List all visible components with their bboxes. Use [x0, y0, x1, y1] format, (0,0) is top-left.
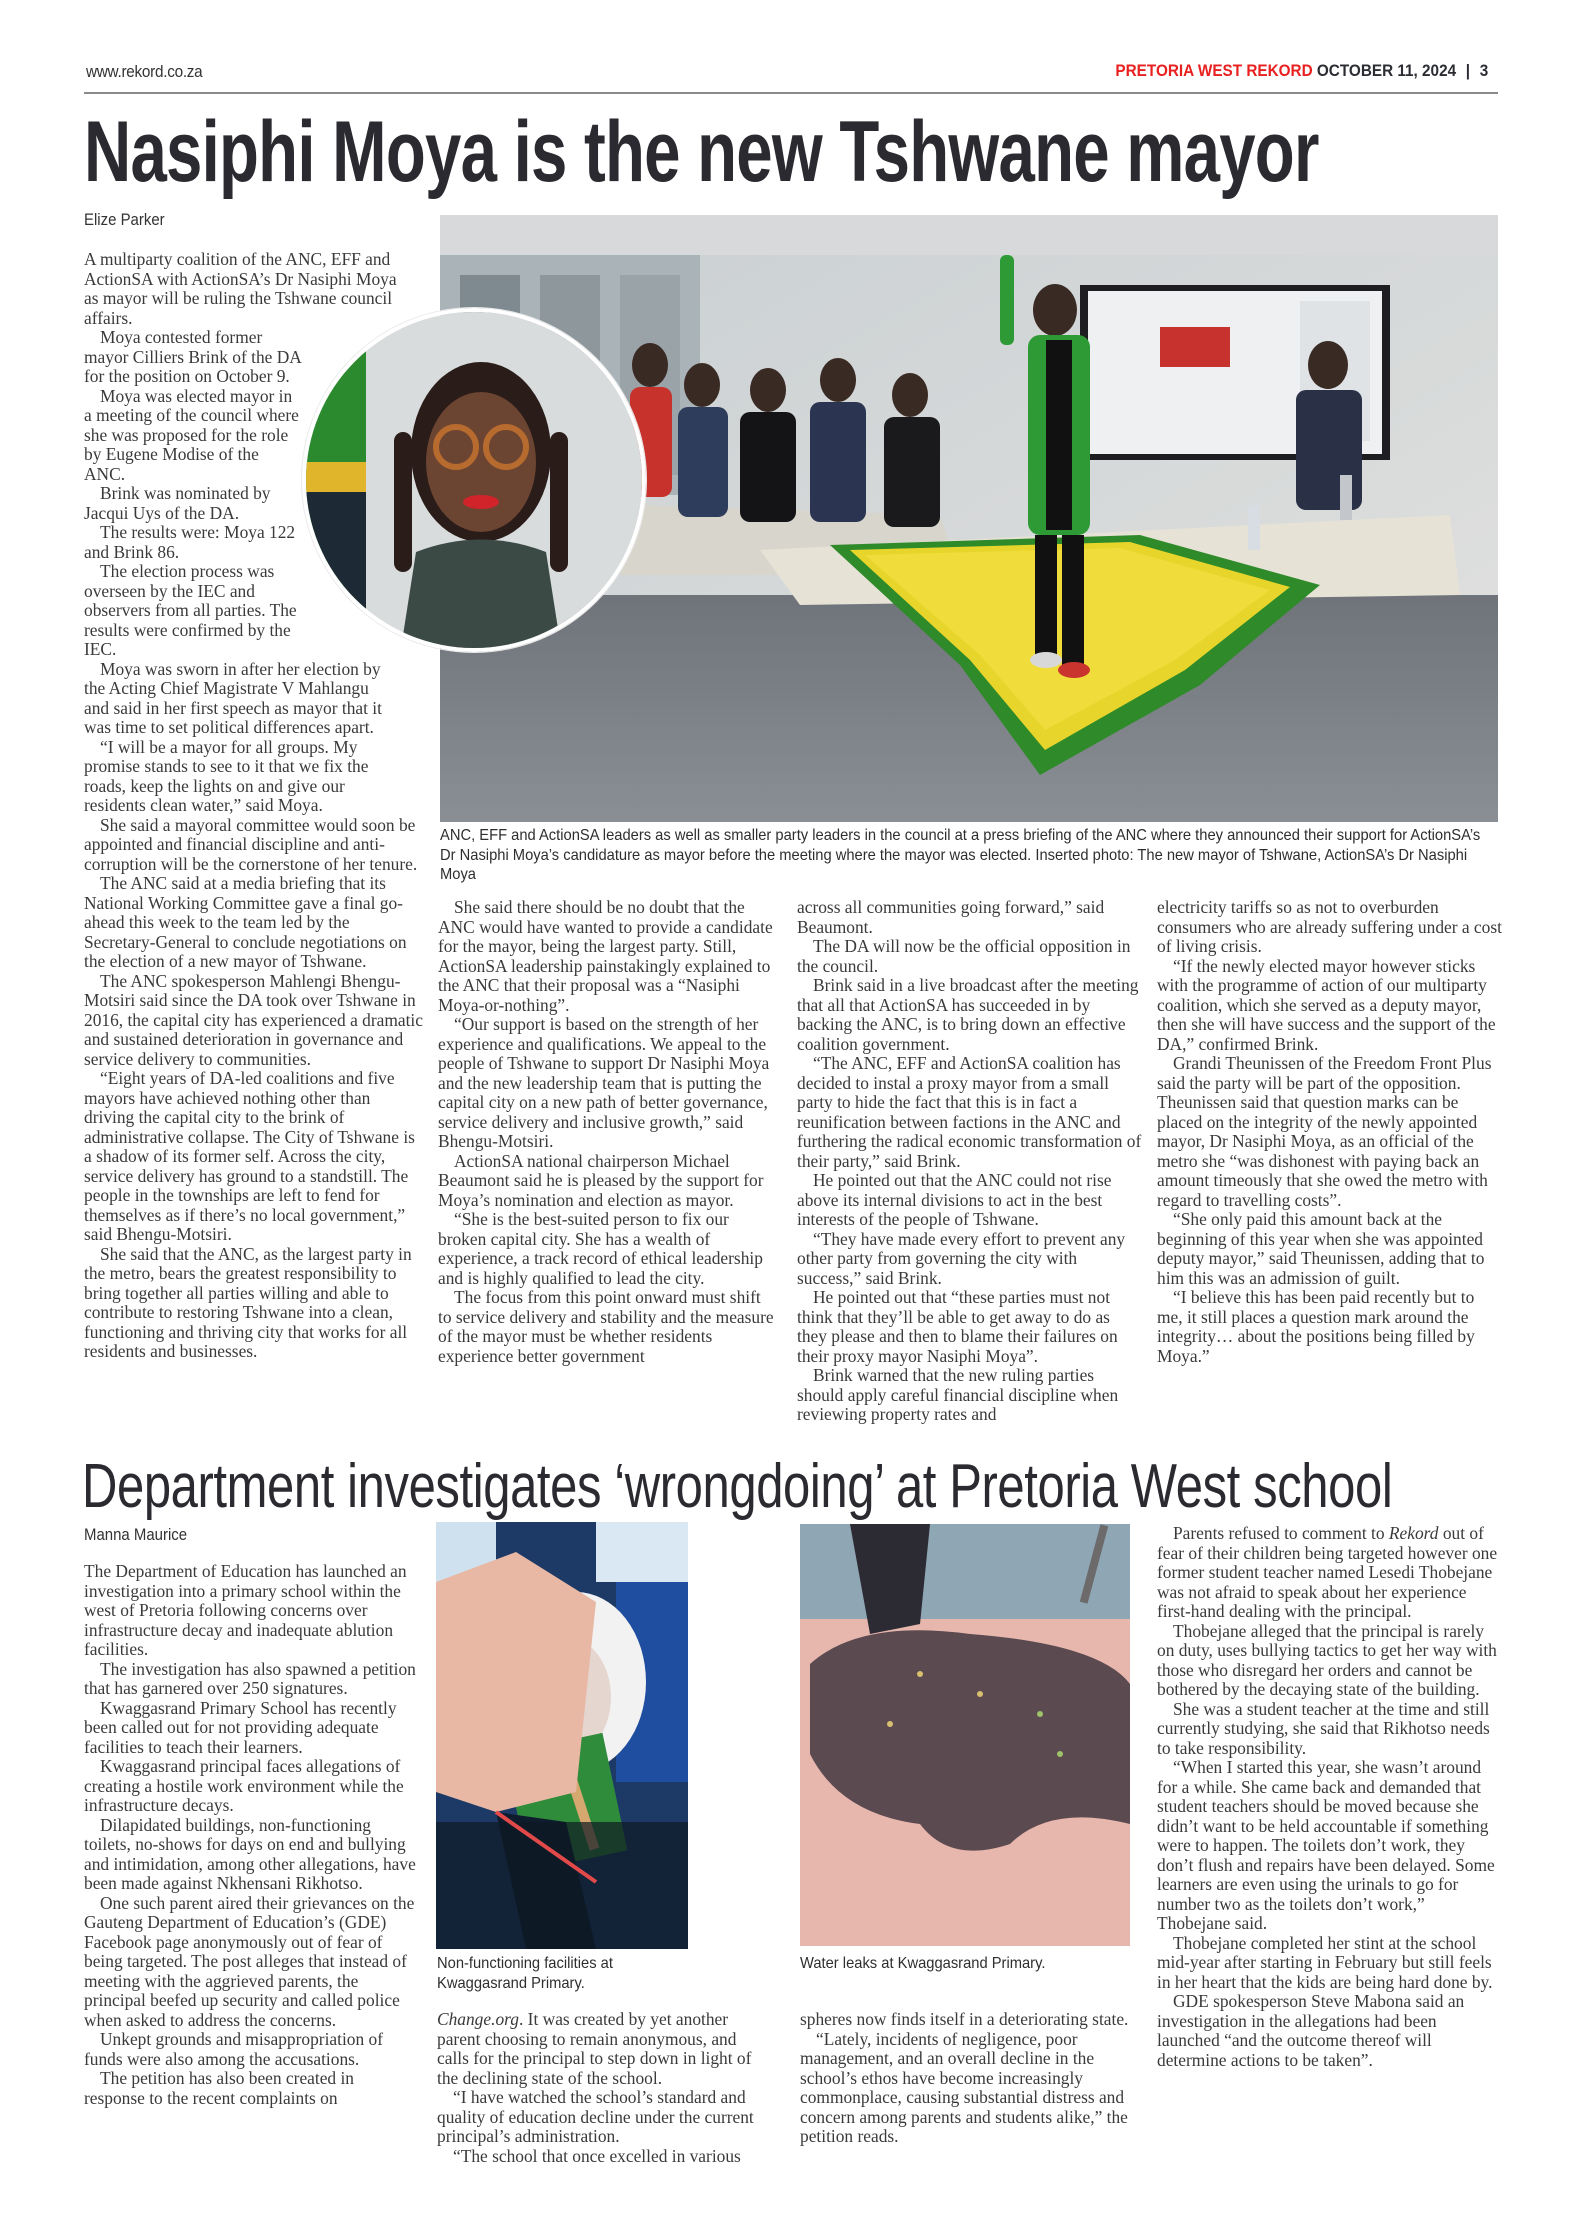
article2-byline: Manna Maurice — [84, 1525, 188, 1544]
folio-separator: | — [1465, 61, 1470, 80]
paragraph: “I will be a mayor for all groups. My promise stands to see to it that we fix the roads, keep the lights on and give our residents clean water,” said Moya. — [84, 736, 369, 815]
water-leak-photo-caption: Water leaks at Kwaggasrand Primary. — [800, 1955, 1046, 1972]
paragraph: Kwaggasrand Primary School has recently been called out for not providing adequate facilities to teach their learners. — [84, 1697, 397, 1757]
paragraph: Unkept grounds and misappropriation of funds were also among the accusations. — [84, 2029, 384, 2069]
paragraph-text: Parents refused to comment to — [1173, 1523, 1389, 1543]
paragraph: “She is the best-suited person to fix our broken capital city. She has a wealth of experience, a track record of ethical leadership and is highly qualified to lead the city. — [438, 1209, 763, 1288]
paragraph: The DA will now be the official opposition in the council. — [797, 936, 1131, 976]
water-leak-image — [800, 1524, 1130, 1946]
paragraph: “The school that once excelled in various — [453, 2145, 741, 2166]
article2-headline: Department investigates ‘wrongdoing’ at Pretoria West school — [82, 1452, 1393, 1521]
paragraph: “The ANC, EFF and ActionSA coalition has decided to instal a proxy mayor from a small party to hide the fact that this is in fact a reunification between factions in the ANC and furthering the radical economic transformation of their party,” said Brink. — [797, 1053, 1142, 1171]
page-number: 3 — [1479, 61, 1488, 80]
article1-column-1 — [84, 250, 424, 1362]
page-folio — [1115, 61, 1488, 81]
paragraph: Thobejane alleged that the principal is rarely on duty, uses bullying tactics to get her way with those who disregard her orders and cannot be bothered by the decaying state of the building. — [1157, 1620, 1497, 1699]
article2-column-1 — [84, 1562, 419, 2108]
paragraph: The results were: Moya 122 and Brink 86. — [84, 522, 296, 562]
paragraph: “Eight years of DA-led coalitions and five mayors have achieved nothing other than driving the capital city to the brink of administrative collapse. The City of Tshwane is a shadow of its former self. Across the city, service delivery has ground to a standstill. The people in the townships are left to fend for themselves as if there’s no local government,” said Bhengu-Motsiri. — [84, 1068, 415, 1244]
paragraph: The Department of Education has launched an investigation into a primary school within the west of Pretoria following concerns over infrastructure decay and inadequate ablution facilities. — [84, 1561, 407, 1659]
paragraph: “Lately, incidents of negligence, poor management, and an overall decline in the school’s ethos have become increasingly commonplace, causing substantial distress and concern among parents and students alike,” the petition reads. — [800, 2028, 1128, 2146]
water-leak-photo — [800, 1524, 1130, 1946]
paragraph: Kwaggasrand principal faces allegations of creating a hostile work environment while the infrastructure decays. — [84, 1756, 404, 1815]
article2-column-2 — [437, 2010, 767, 2166]
paragraph: Moya was sworn in after her election by the Acting Chief Magistrate V Mahlangu and said in her first speech as mayor that it was time to set political differences apart. — [84, 658, 382, 737]
paragraph: spheres now finds itself in a deteriorating state. — [800, 2009, 1129, 2029]
paragraph: “I believe this has been paid recently but to me, it still places a question mark around the integrity… about the positions being filled by Moya.” — [1157, 1287, 1475, 1366]
publication-name: PRETORIA WEST REKORD — [1115, 61, 1313, 80]
change-org-reference: Change.org — [437, 2009, 519, 2029]
paragraph — [437, 2010, 767, 2088]
paragraph: She was a student teacher at the time and still currently studying, she said that Rikhotso needs to take responsibility. — [1157, 1698, 1490, 1758]
paragraph: Brink warned that the new ruling parties should apply careful financial discipline when reviewing property rates and — [797, 1365, 1119, 1424]
paragraph: across all communities going forward,” said Beaumont. — [797, 897, 1105, 937]
broken-basin-image — [436, 1522, 688, 1949]
paragraph: ActionSA national chairperson Michael Beaumont said he is pleased by the support for Moya’s nomination and election as mayor. — [438, 1150, 764, 1210]
facilities-photo — [436, 1522, 688, 1949]
paragraph: She said a mayoral committee would soon be appointed and financial discipline and anti-corruption will be the cornerstone of her tenure. — [84, 814, 418, 874]
paragraph-text: . It was created by yet another parent choosing to remain anonymous, and calls for the principal to step down in light of the declining state of the school. — [437, 2009, 752, 2088]
article1-headline: Nasiphi Moya is the new Tshwane mayor — [84, 104, 1319, 200]
paragraph: Brink said in a live broadcast after the meeting that all that ActionSA has succeeded in by backing the ANC, is to bring down an effective coalition government. — [797, 975, 1139, 1054]
article1-column-2 — [438, 898, 778, 1366]
paragraph-text: out of fear of their children being targeted however one former student teacher named Lesedi Thobejane was not afraid to speak about her experience first-hand dealing with the principal. — [1157, 1523, 1498, 1621]
article2-column-4 — [1157, 1524, 1502, 2070]
paragraph: He pointed out that “these parties must not think that they’ll be able to get away to do as they please and then to blame their failures on their proxy mayor Nasiphi Moya”. — [797, 1287, 1118, 1366]
paragraph: Brink was nominated by Jacqui Uys of the DA. — [84, 483, 271, 523]
paragraph: She said that the ANC, as the largest party in the metro, bears the greatest responsibility to bring together all parties willing and able to contribute to restoring Tshwane into a clean, functioning and thriving city that works for all residents and businesses. — [84, 1243, 412, 1361]
paragraph: Moya was elected mayor in a meeting of the council where she was proposed for the role by Eugene Modise of the ANC. — [84, 385, 299, 484]
paragraph — [1157, 1524, 1502, 1622]
paragraph: The ANC said at a media briefing that its National Working Committee gave a final go-ahead this week to the team led by the Secretary-General to conclude negotiations on the election of a new mayor of Tshwane. — [84, 873, 407, 971]
paragraph: One such parent aired their grievances on the Gauteng Department of Education’s (GDE) Facebook page anonymously out of fear of being targeted. The post alleges that instead of meeting with the aggrieved parents, the principal beefed up security and called police when asked to address the concerns. — [84, 1892, 415, 2030]
rekord-reference: Rekord — [1388, 1523, 1439, 1543]
paragraph: The focus from this point onward must shift to service delivery and stability and the measure of the mayor must be whether residents experience better government — [438, 1287, 774, 1366]
paragraph: She said there should be no doubt that the ANC would have wanted to provide a candidate for the mayor, being the largest party. Still, ActionSA leadership painstakingly explained to the ANC that their proposal was a “Nasiphi Moya-or-nothing”. — [438, 897, 773, 1015]
paragraph: “They have made every effort to prevent any other party from governing the city with success,” said Brink. — [797, 1228, 1126, 1288]
paragraph: “She only paid this amount back at the beginning of this year when she was appointed deputy mayor,” said Theunissen, adding that to him this was an admission of guilt. — [1157, 1209, 1485, 1288]
paragraph: He pointed out that the ANC could not rise above its internal divisions to act in the best interests of the people of Tshwane. — [797, 1170, 1112, 1229]
paragraph: Dilapidated buildings, non-functioning toilets, no-shows for days on end and bullying and intimidation, among other allegations, have been made against Nkhensani Rikhotso. — [84, 1814, 416, 1893]
paragraph: A multiparty coalition of the ANC, EFF and ActionSA with ActionSA’s Dr Nasiphi Moya as mayor will be ruling the Tshwane council affairs. — [84, 249, 397, 328]
paragraph: The investigation has also spawned a petition that has garnered over 250 signatures. — [84, 1658, 416, 1698]
paragraph: electricity tariffs so as not to overburden consumers who are already suffering under a cost of living crisis. — [1157, 897, 1502, 956]
website-url[interactable]: www.rekord.co.za — [86, 62, 203, 81]
paragraph: The election process was overseen by the IEC and observers from all parties. The results were confirmed by the IEC. — [84, 561, 297, 659]
paragraph: The ANC spokesperson Mahlengi Bhengu-Motsiri said since the DA took over Tshwane in 2016, the capital city has experienced a dramatic and sustained deterioration in governance and service delivery to communities. — [84, 970, 423, 1069]
paragraph: Grandi Theunissen of the Freedom Front Plus said the party will be part of the opposition. Theunissen said that question marks can be placed on the integrity of the newly appointed mayor, Dr Nasiphi Moya, as an official of the metro she “was dishonest with paying back an amount timeously that she owed the metro with regard to travelling costs”. — [1157, 1053, 1492, 1210]
article1-byline: Elize Parker — [84, 210, 165, 229]
issue-date: OCTOBER 11, 2024 — [1316, 61, 1456, 80]
paragraph: GDE spokesperson Steve Mabona said an investigation in the allegations had been launched “and the outcome thereof will determine actions to be taken”. — [1157, 1991, 1465, 2070]
paragraph: Thobejane completed her stint at the school mid-year after starting in February but still feels in her heart that the kids are being hard done by. — [1157, 1932, 1493, 1992]
article1-column-3 — [797, 898, 1142, 1425]
article2-column-3 — [800, 2010, 1130, 2147]
paragraph: “Our support is based on the strength of her experience and qualifications. We appeal to the people of Tshwane to support Dr Nasiphi Moya and the new leadership team that is putting the capital city on a new path of better governance, service delivery and inclusive growth,” said Bhengu-Motsiri. — [438, 1014, 770, 1151]
header-divider — [84, 92, 1498, 94]
article1-column-4 — [1157, 898, 1502, 1366]
press-briefing-caption: ANC, EFF and ActionSA leaders as well as smaller party leaders in the council at a press briefing of the ANC where they announced their support for ActionSA’s Dr Nasiphi Moya’s candidature as mayor before the meeting where the mayor was elected. Inserted photo: The new mayor of Tshwane, ActionSA’s Dr Nasiphi Moya — [440, 827, 1481, 883]
paragraph: The petition has also been created in response to the recent complaints on — [84, 2068, 354, 2108]
paragraph: “If the newly elected mayor however sticks with the programme of action of our multiparty coalition, which she served as a deputy mayor, then she will have success and the support of the DA,” confirmed Brink. — [1157, 955, 1496, 1054]
paragraph: “When I started this year, she wasn’t around for a while. She came back and demanded that student teachers should be moved because she didn’t want to be held accountable if something were to happen. The toilets don’t work, they don’t flush and repairs have been delayed. Some learners are even using the urinals to go for number two as the toilets don’t work,” Thobejane said. — [1157, 1757, 1495, 1933]
paragraph: Moya contested former mayor Cilliers Brink of the DA for the position on October 9. — [84, 327, 301, 386]
paragraph: “I have watched the school’s standard and quality of education decline under the current principal’s administration. — [437, 2087, 754, 2146]
facilities-photo-caption: Non-functioning facilities at Kwaggasrand Primary. — [437, 1955, 613, 1992]
